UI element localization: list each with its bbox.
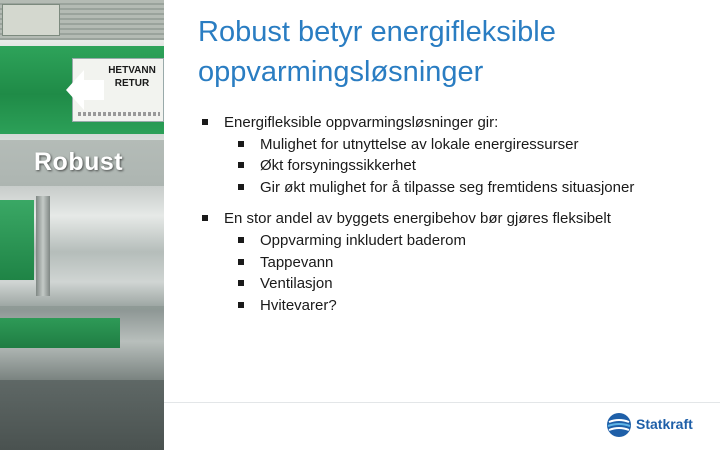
pipe-label-line-1: HETVANN bbox=[108, 65, 156, 76]
bullet-square-icon bbox=[238, 184, 244, 190]
photo-green-pipe-lower bbox=[0, 318, 120, 348]
arrow-left-icon bbox=[66, 70, 84, 110]
slide-title-line-2: oppvarmingsløsninger bbox=[198, 56, 484, 88]
sub-bullet-text: Hvitevarer? bbox=[260, 296, 337, 314]
pipe-label-fineprint bbox=[78, 112, 160, 116]
slide-title-line-1: Robust betyr energifleksible bbox=[198, 16, 556, 48]
bullet-group-2 bbox=[200, 208, 700, 316]
photo-green-pipe bbox=[0, 200, 34, 280]
bullet-item bbox=[200, 112, 700, 134]
bullet-square-icon bbox=[238, 302, 244, 308]
sub-bullet-item bbox=[200, 177, 700, 199]
photo-floor bbox=[0, 380, 164, 450]
sub-bullet-item bbox=[200, 252, 700, 274]
sub-bullet-text: Økt forsyningssikkerhet bbox=[260, 157, 416, 175]
sub-bullet-text: Mulighet for utnyttelse av lokale energiressurser bbox=[260, 135, 579, 153]
bullet-square-icon bbox=[202, 215, 208, 221]
photo-caption: Robust bbox=[34, 148, 124, 176]
bullet-group-1 bbox=[200, 112, 700, 198]
pipe-label-line-2: RETUR bbox=[114, 78, 150, 89]
sub-bullet-text: Oppvarming inkludert baderom bbox=[260, 231, 466, 249]
photo-clamp bbox=[36, 196, 50, 296]
bullet-square-icon bbox=[238, 280, 244, 286]
footer-divider bbox=[164, 402, 720, 403]
sub-bullet-item bbox=[200, 155, 700, 177]
statkraft-logo-icon bbox=[606, 412, 632, 438]
bullet-item bbox=[200, 208, 700, 230]
bullet-square-icon bbox=[202, 119, 208, 125]
bullet-square-icon bbox=[238, 162, 244, 168]
bullet-square-icon bbox=[238, 237, 244, 243]
slide-title bbox=[198, 12, 698, 92]
statkraft-logo bbox=[606, 410, 716, 440]
sub-bullet-item bbox=[200, 273, 700, 295]
sub-bullet-item bbox=[200, 295, 700, 317]
sub-bullet-item bbox=[200, 134, 700, 156]
bullet-square-icon bbox=[238, 141, 244, 147]
sub-bullet-text: Gir økt mulighet for å tilpasse seg fremtidens situasjoner bbox=[260, 178, 635, 196]
bullet-square-icon bbox=[238, 259, 244, 265]
pipe-label-text bbox=[104, 64, 160, 90]
sub-bullet-text: Tappevann bbox=[260, 253, 334, 271]
sub-bullet-text: Ventilasjon bbox=[260, 275, 333, 293]
logo-text: Statkraft bbox=[636, 416, 693, 432]
arrow-stem bbox=[84, 80, 104, 100]
pipes-photo bbox=[0, 0, 164, 450]
photo-box bbox=[2, 4, 60, 36]
sub-bullet-item bbox=[200, 230, 700, 252]
bullet-text: En stor andel av byggets energibehov bør gjøres fleksibelt bbox=[224, 210, 611, 228]
bullet-text: Energifleksible oppvarmingsløsninger gir: bbox=[224, 114, 499, 131]
slide-content bbox=[200, 112, 700, 326]
